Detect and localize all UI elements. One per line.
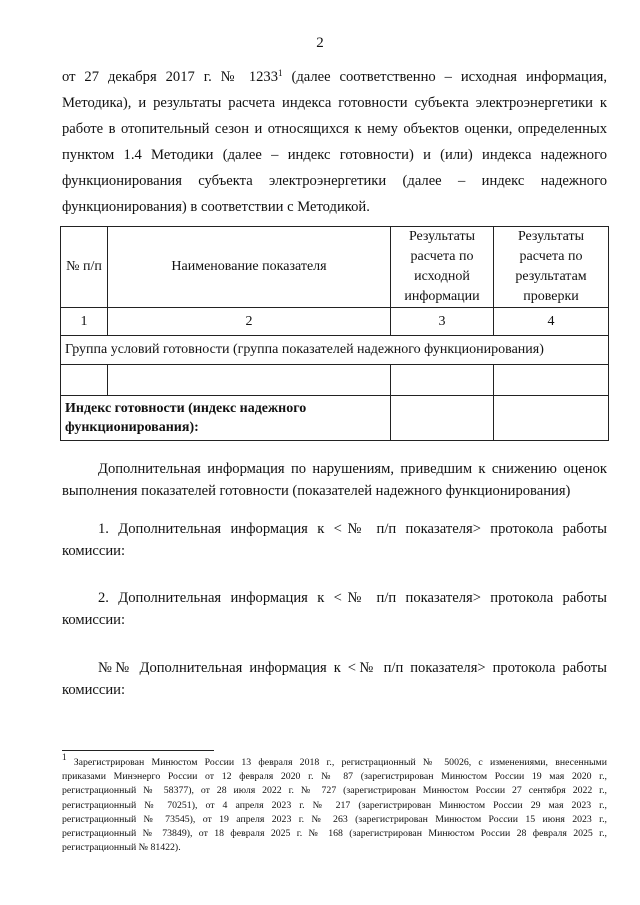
item-line: комиссии: — [62, 543, 126, 559]
header-check-result: Результаты расчета по результатам проверки — [494, 227, 609, 308]
item-line: №№ Дополнительная информация к <№ п/п показателя> протокола работы — [98, 660, 607, 676]
index-row-label: Индекс готовности (индекс надежного функционирования): — [61, 396, 391, 441]
header-number: № п/п — [61, 227, 108, 308]
additional-line: выполнения показателей готовности (показателей надежного функционирования) — [62, 483, 571, 499]
footnote-line: регистрационный № 70251), от 4 апреля 2023 г. № 217 (зарегистрирован Минюстом России 29 мая 2023 г., — [62, 799, 607, 811]
intro-paragraph — [62, 64, 607, 220]
additional-line: Дополнительная информация по нарушениям, приведшим к снижению оценок — [98, 461, 607, 477]
table-cell — [61, 365, 108, 396]
intro-line: пунктом 1.4 Методики (далее – индекс готовности) и (или) индекса надежного — [62, 147, 607, 163]
intro-line: Методика), и результаты расчета индекса готовности субъекта электроэнергетики к — [62, 95, 607, 111]
column-number: 2 — [108, 308, 391, 336]
item-line: комиссии: — [62, 612, 126, 628]
table-header-row — [61, 227, 609, 308]
group-row-label: Группа условий готовности (группа показателей надежного функционирования) — [61, 336, 609, 365]
item-line: 1. Дополнительная информация к <№ п/п показателя> протокола работы — [98, 521, 607, 537]
item-nn — [62, 657, 607, 701]
table-cell — [391, 396, 494, 441]
intro-line: работе в отопительный сезон и относящихся к нему объектов оценки, определенных — [62, 121, 607, 137]
header-indicator-name: Наименование показателя — [108, 227, 391, 308]
header-initial-result: Результаты расчета по исходной информации — [391, 227, 494, 308]
index-row — [61, 396, 609, 441]
table-cell — [494, 396, 609, 441]
table-cell — [108, 365, 391, 396]
table-cell — [494, 365, 609, 396]
footnote — [62, 752, 608, 855]
item-line: комиссии: — [62, 682, 126, 698]
column-number: 4 — [494, 308, 609, 336]
column-number: 1 — [61, 308, 108, 336]
page-number: 2 — [316, 35, 324, 51]
column-number-row — [61, 308, 609, 336]
footnote-mark: 1 — [62, 752, 67, 762]
item-line: 2. Дополнительная информация к <№ п/п показателя> протокола работы — [98, 590, 607, 606]
footnote-divider — [62, 750, 214, 751]
column-number: 3 — [391, 308, 494, 336]
footnote-ref[interactable]: 1 — [278, 68, 283, 78]
footnote-line: $^1$ Зарегистрирован Минюстом России 13 февраля 2018 г., регистрационный № 50026, с изменениями, внесенными — [62, 752, 608, 768]
additional-info-paragraph — [62, 458, 607, 502]
footnote-line: регистрационный № 81422). — [62, 842, 181, 854]
footnote-line: регистрационный № 58377), от 28 июля 2022 г. № 727 (зарегистрирован Минюстом России 27 сентября 2022 г., — [62, 785, 607, 797]
footnote-line: регистрационный № 73849), от 18 февраля 2025 г. № 168 (зарегистрирован Минюстом России 28 февраля 2025 г., — [62, 828, 607, 840]
footnote-line: приказами Минэнерго России от 12 февраля 2020 г. № 87 (зарегистрирован Минюстом России 19 мая 2020 г., — [62, 771, 607, 783]
item-1 — [62, 518, 607, 562]
footnote-line: регистрационный № 73545), от 19 апреля 2023 г. № 263 (зарегистрирован Минюстом России 15 июня 2023 г., — [62, 813, 607, 825]
intro-line: функционирования субъекта электроэнергетики (далее – индекс надежного — [62, 173, 607, 189]
table-row — [61, 365, 609, 396]
group-row — [61, 336, 609, 365]
indicators-table — [60, 226, 609, 441]
intro-line: от 27 декабря 2017 г. № 1233$^1$ (далее соответственно – исходная информация, — [62, 68, 607, 85]
item-2 — [62, 587, 607, 631]
table-cell — [391, 365, 494, 396]
intro-line: функционирования) в соответствии с Методикой. — [62, 199, 370, 215]
